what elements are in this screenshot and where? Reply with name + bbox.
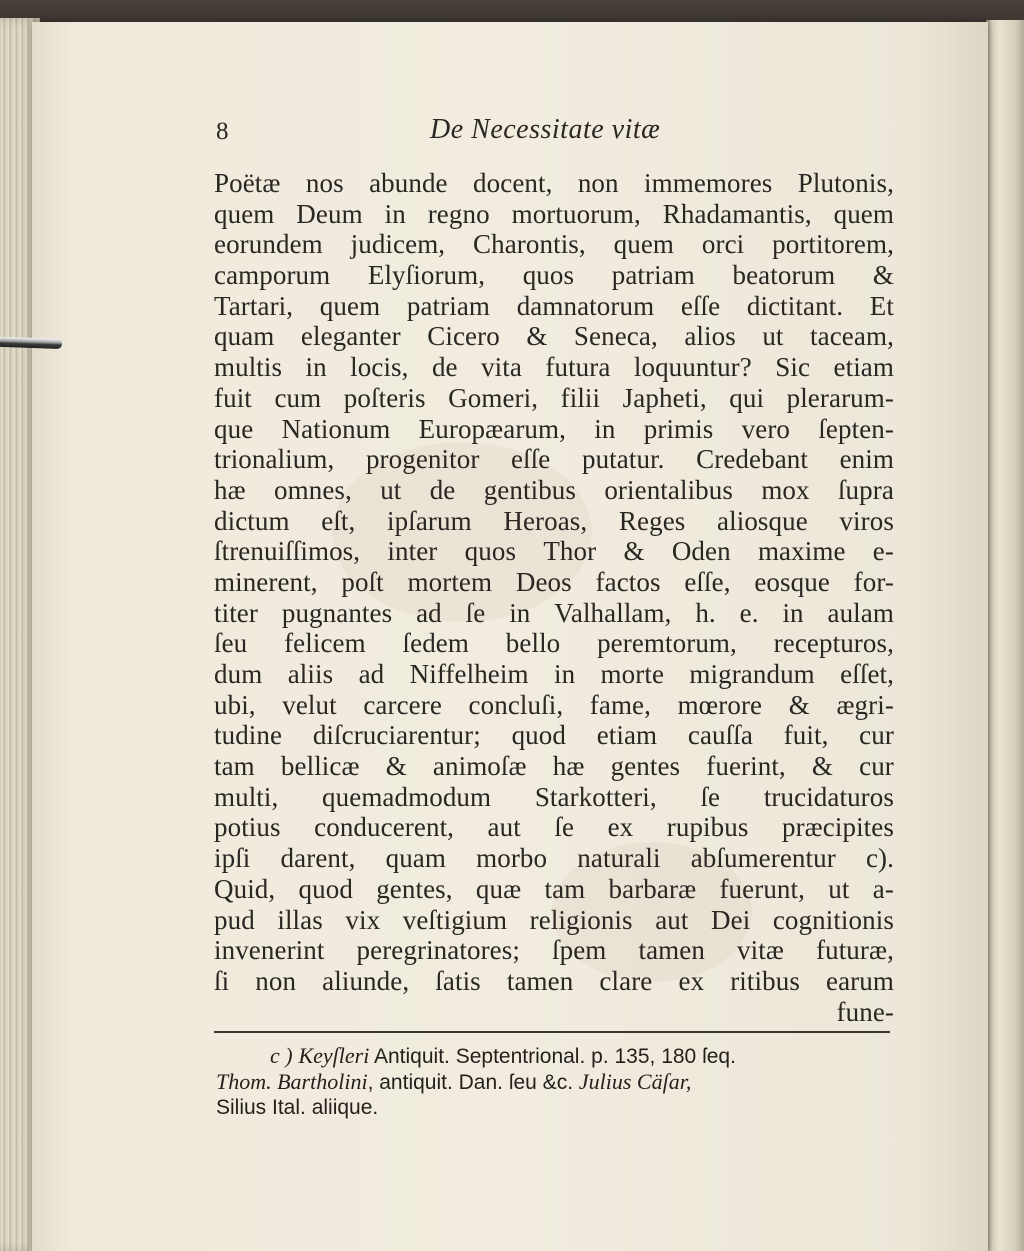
word: invenerint xyxy=(214,935,325,966)
word: Starkotteri, xyxy=(534,781,657,812)
word: hæ xyxy=(552,751,585,782)
text-line xyxy=(214,536,894,567)
word: alios xyxy=(684,321,736,352)
word: Seneca, xyxy=(573,321,658,352)
word: ſe xyxy=(554,812,575,843)
word: Dei xyxy=(711,904,751,935)
word: earum xyxy=(826,965,894,996)
text-line xyxy=(214,475,894,506)
footnote-line-2: Thom. Bartholini, antiquit. Dan. ſeu &c. Julius Cäſar, xyxy=(216,1069,692,1095)
word: quemadmodum xyxy=(322,781,492,812)
word: concluſi, xyxy=(468,689,564,720)
text-line xyxy=(214,414,894,445)
word: in xyxy=(594,413,616,444)
word: darent, xyxy=(280,843,356,874)
word: eſſe xyxy=(680,290,721,321)
word: aulam xyxy=(827,597,894,628)
word: ſedem xyxy=(402,628,469,659)
word: patriam xyxy=(611,260,695,291)
text-line xyxy=(214,966,894,997)
word: e- xyxy=(872,536,894,567)
word: locis, xyxy=(350,352,409,383)
text-line xyxy=(214,321,894,352)
right-page-edges xyxy=(986,20,1024,1251)
text-line xyxy=(214,598,894,629)
text-line xyxy=(214,506,894,537)
word: poſteris xyxy=(343,382,426,413)
word: eſſet, xyxy=(840,659,894,689)
word: quem xyxy=(833,198,894,229)
text-line xyxy=(214,751,894,782)
word: velut xyxy=(282,689,337,720)
footnote-line-1 xyxy=(216,1043,894,1069)
word: eſt, xyxy=(321,505,356,536)
word: non xyxy=(255,965,297,996)
word: Niffelheim xyxy=(409,659,529,689)
word: Charontis, xyxy=(473,229,586,260)
body-text xyxy=(214,168,894,997)
word: quæ xyxy=(475,873,522,904)
word: animoſæ xyxy=(432,751,527,782)
word: Et xyxy=(869,290,894,321)
word: de xyxy=(429,474,456,505)
word: & xyxy=(811,751,833,782)
word: cum xyxy=(274,382,322,413)
word: aliosque xyxy=(717,505,808,536)
word: rupibus xyxy=(666,812,749,843)
word: ſatis xyxy=(435,965,481,996)
word: ut xyxy=(380,474,402,505)
word: mortuorum, xyxy=(511,198,641,229)
word: patriam xyxy=(406,290,491,321)
word: ad xyxy=(358,659,385,689)
word: quos xyxy=(464,536,517,567)
word: ex xyxy=(607,812,634,843)
word: gentes, xyxy=(376,873,453,904)
footnote-citation-3: Silius Ital. aliique. xyxy=(216,1096,379,1120)
word: religionis xyxy=(529,904,633,935)
word: ritibus xyxy=(730,965,800,996)
word: migrandum xyxy=(689,659,815,689)
word: cauſſa xyxy=(687,720,753,751)
word: multi, xyxy=(214,781,279,812)
word: Credebant xyxy=(696,444,808,475)
word: aliis xyxy=(287,659,334,689)
text-line xyxy=(214,291,894,322)
catchword-line xyxy=(214,997,894,1028)
word: Cicero xyxy=(427,321,500,352)
word: Valhallam, xyxy=(554,597,672,628)
word: loquuntur? xyxy=(633,352,752,383)
word: tamen xyxy=(506,965,574,996)
footnote-author-2: Thom. Bartholini xyxy=(216,1069,368,1095)
word: quam xyxy=(385,843,446,874)
word: cur xyxy=(859,751,894,782)
word: Plutonis, xyxy=(797,168,894,198)
word: quam xyxy=(214,321,275,352)
word: orci xyxy=(701,229,745,260)
word: tamen xyxy=(638,935,705,966)
word: barbaræ xyxy=(608,873,697,904)
word: Quid, xyxy=(214,873,276,904)
word: pugnantes xyxy=(281,597,393,628)
word: fuerunt, xyxy=(719,873,805,904)
word: h. xyxy=(695,597,716,628)
word: naturali xyxy=(577,843,661,874)
word: fuerint, xyxy=(706,751,786,782)
footnote-citation-2: antiquit. Dan. ſeu &c. xyxy=(379,1071,574,1095)
word: bellicæ xyxy=(280,751,360,782)
word: poſt xyxy=(341,566,384,597)
word: Nationum xyxy=(281,413,391,444)
metal-pin xyxy=(0,337,62,349)
footnotes xyxy=(214,1043,894,1121)
word: ægri- xyxy=(836,689,894,720)
word: mœrore xyxy=(677,689,763,720)
word: enim xyxy=(839,444,894,475)
word: dum xyxy=(214,659,263,689)
word: Japheti, xyxy=(622,382,707,413)
footnote-author: Keyſleri xyxy=(298,1043,370,1069)
word: ad xyxy=(416,597,442,628)
word: qui xyxy=(729,382,765,413)
word: Rhadamantis, xyxy=(662,198,812,229)
page-number: 8 xyxy=(216,118,229,145)
word: Gomeri, xyxy=(448,382,539,413)
word: quod xyxy=(511,720,566,751)
word: Sic xyxy=(775,352,811,383)
word: hæ xyxy=(214,474,246,505)
word: recepturos, xyxy=(773,628,894,659)
word: conducerent, xyxy=(314,812,455,843)
word: ipſi xyxy=(214,843,251,874)
footnote-line-3 xyxy=(216,1095,894,1121)
word: camporum xyxy=(214,260,331,291)
word: ſi xyxy=(214,965,230,996)
word: nos xyxy=(305,168,344,198)
word: viros xyxy=(839,505,894,536)
text-line xyxy=(214,229,894,260)
word: bello xyxy=(505,628,561,659)
word: gentes xyxy=(610,751,681,782)
word: pud xyxy=(214,904,255,935)
word: veſtigium xyxy=(402,904,508,935)
word: progenitor xyxy=(365,444,480,475)
word: Reges xyxy=(618,505,686,536)
word: vitæ xyxy=(737,935,784,966)
word: aut xyxy=(487,812,521,843)
word: quem xyxy=(214,198,275,229)
word: Elyſiorum, xyxy=(367,260,486,291)
word: quos xyxy=(522,260,575,291)
word: peremtorum, xyxy=(597,628,737,659)
footnote-name: Julius Cäſar, xyxy=(578,1069,692,1095)
word: Tartari, xyxy=(214,290,294,321)
text-line xyxy=(214,690,894,721)
word: orientalibus xyxy=(604,474,733,505)
word: aliunde, xyxy=(322,965,410,996)
text-line xyxy=(214,843,894,874)
word: etiam xyxy=(833,352,894,383)
text-line xyxy=(214,874,894,905)
word: fame, xyxy=(589,689,651,720)
word: abunde xyxy=(369,168,448,198)
word: eorundem xyxy=(214,229,323,260)
word: clare xyxy=(599,965,653,996)
word: ſeu xyxy=(214,628,248,659)
word: trucidaturos xyxy=(763,781,894,812)
word: multis xyxy=(214,352,283,383)
word: peregrinatores; xyxy=(356,935,520,966)
word: & xyxy=(385,751,407,782)
word: futuræ, xyxy=(816,935,894,966)
word: felicem xyxy=(284,628,366,659)
word: trionalium, xyxy=(214,444,335,475)
word: morbo xyxy=(476,843,548,874)
word: ubi, xyxy=(214,689,256,720)
page-content xyxy=(214,110,894,1121)
word: tam xyxy=(214,751,255,782)
text-line xyxy=(214,567,894,598)
text-line xyxy=(214,628,894,659)
word: plerarum- xyxy=(786,382,894,413)
word: ſepten- xyxy=(818,413,894,444)
word: abſumerentur xyxy=(690,843,836,874)
text-line xyxy=(214,168,894,199)
footnote-marker: c ) xyxy=(270,1043,293,1069)
text-line xyxy=(214,935,894,966)
word: Heroas, xyxy=(503,505,588,536)
text-line xyxy=(214,812,894,843)
word: Deos xyxy=(515,566,572,597)
page-header xyxy=(214,110,894,154)
word: minerent, xyxy=(214,566,318,597)
word: maxime xyxy=(757,536,846,567)
word: tudine xyxy=(214,720,283,751)
word: ex xyxy=(678,965,705,996)
word: filii xyxy=(560,382,601,413)
running-head: De Necessitate vitæ xyxy=(430,114,661,145)
word: fuit xyxy=(214,382,252,413)
word: tam xyxy=(544,873,586,904)
word: potius xyxy=(214,812,281,843)
word: cognitionis xyxy=(772,904,894,935)
text-line xyxy=(214,383,894,414)
word: ut xyxy=(828,873,850,904)
word: & xyxy=(788,689,810,720)
word: vita xyxy=(481,352,522,383)
word: que xyxy=(214,413,254,444)
word: regno xyxy=(427,198,490,229)
word: eosque xyxy=(754,566,830,597)
word: in xyxy=(509,597,531,628)
word: præcipites xyxy=(781,812,894,843)
word: dictitant. xyxy=(746,290,844,321)
text-line xyxy=(214,659,894,690)
word: in xyxy=(384,198,406,229)
word: mortem xyxy=(407,566,493,597)
word: beatorum xyxy=(732,260,836,291)
word: vero xyxy=(741,413,791,444)
word: ut xyxy=(762,321,784,352)
text-line xyxy=(214,444,894,475)
word: illas xyxy=(277,904,323,935)
word: e. xyxy=(739,597,759,628)
word: taceam, xyxy=(810,321,894,352)
word: Deum xyxy=(296,198,363,229)
word: mox xyxy=(761,474,810,505)
word: titer xyxy=(214,597,258,628)
text-line xyxy=(214,720,894,751)
word: eleganter xyxy=(300,321,401,352)
word: ſupra xyxy=(837,474,894,505)
word: quem xyxy=(319,290,381,321)
word: immemores xyxy=(644,168,773,198)
word: de xyxy=(431,352,458,383)
word: morte xyxy=(600,659,665,689)
word: quem xyxy=(613,229,675,260)
word: in xyxy=(553,659,576,689)
word: & xyxy=(526,321,548,352)
word: inter xyxy=(387,536,438,567)
word: non xyxy=(577,168,619,198)
word: aut xyxy=(655,904,689,935)
word: Thor xyxy=(543,536,597,567)
word: eſſe, xyxy=(684,566,731,597)
word: futura xyxy=(545,352,611,383)
text-line xyxy=(214,905,894,936)
word: Poëtæ xyxy=(214,168,281,198)
word: omnes, xyxy=(274,474,352,505)
word: portitorem, xyxy=(772,229,894,260)
word: ſe xyxy=(700,781,721,812)
footnote-citation: Antiquit. Septentrional. p. 135, 180 ſeq. xyxy=(374,1045,736,1069)
word: in xyxy=(782,597,804,628)
word: docent, xyxy=(473,168,553,198)
text-line xyxy=(214,199,894,230)
catchword: fune- xyxy=(836,996,894,1027)
word: diſcruciarentur; xyxy=(312,720,481,751)
word: gentibus xyxy=(483,474,576,505)
text-line xyxy=(214,352,894,383)
word: & xyxy=(623,536,645,567)
word: c). xyxy=(865,843,894,874)
word: damnatorum xyxy=(516,290,655,321)
word: primis xyxy=(643,413,714,444)
word: ſe xyxy=(465,597,486,628)
word: Oden xyxy=(671,536,731,567)
word: eſſe xyxy=(511,444,551,475)
word: vix xyxy=(345,904,381,935)
text-line xyxy=(214,782,894,813)
word: judicem, xyxy=(350,229,446,260)
word: ipſarum xyxy=(387,505,472,536)
footnote-rule xyxy=(214,1031,890,1033)
word: quod xyxy=(298,873,353,904)
word: cur xyxy=(859,720,894,751)
word: a- xyxy=(872,873,894,904)
word: Europæarum, xyxy=(418,413,566,444)
word: in xyxy=(305,352,327,383)
word: factos xyxy=(595,566,661,597)
word: dictum xyxy=(214,505,290,536)
word: etiam xyxy=(596,720,658,751)
word: fuit, xyxy=(783,720,829,751)
word: for- xyxy=(853,566,894,597)
word: ſpem xyxy=(552,935,607,966)
word: carcere xyxy=(363,689,442,720)
word: & xyxy=(872,260,894,291)
word: ſtrenuiſſimos, xyxy=(214,536,361,567)
word: putatur. xyxy=(581,444,665,475)
text-line xyxy=(214,260,894,291)
